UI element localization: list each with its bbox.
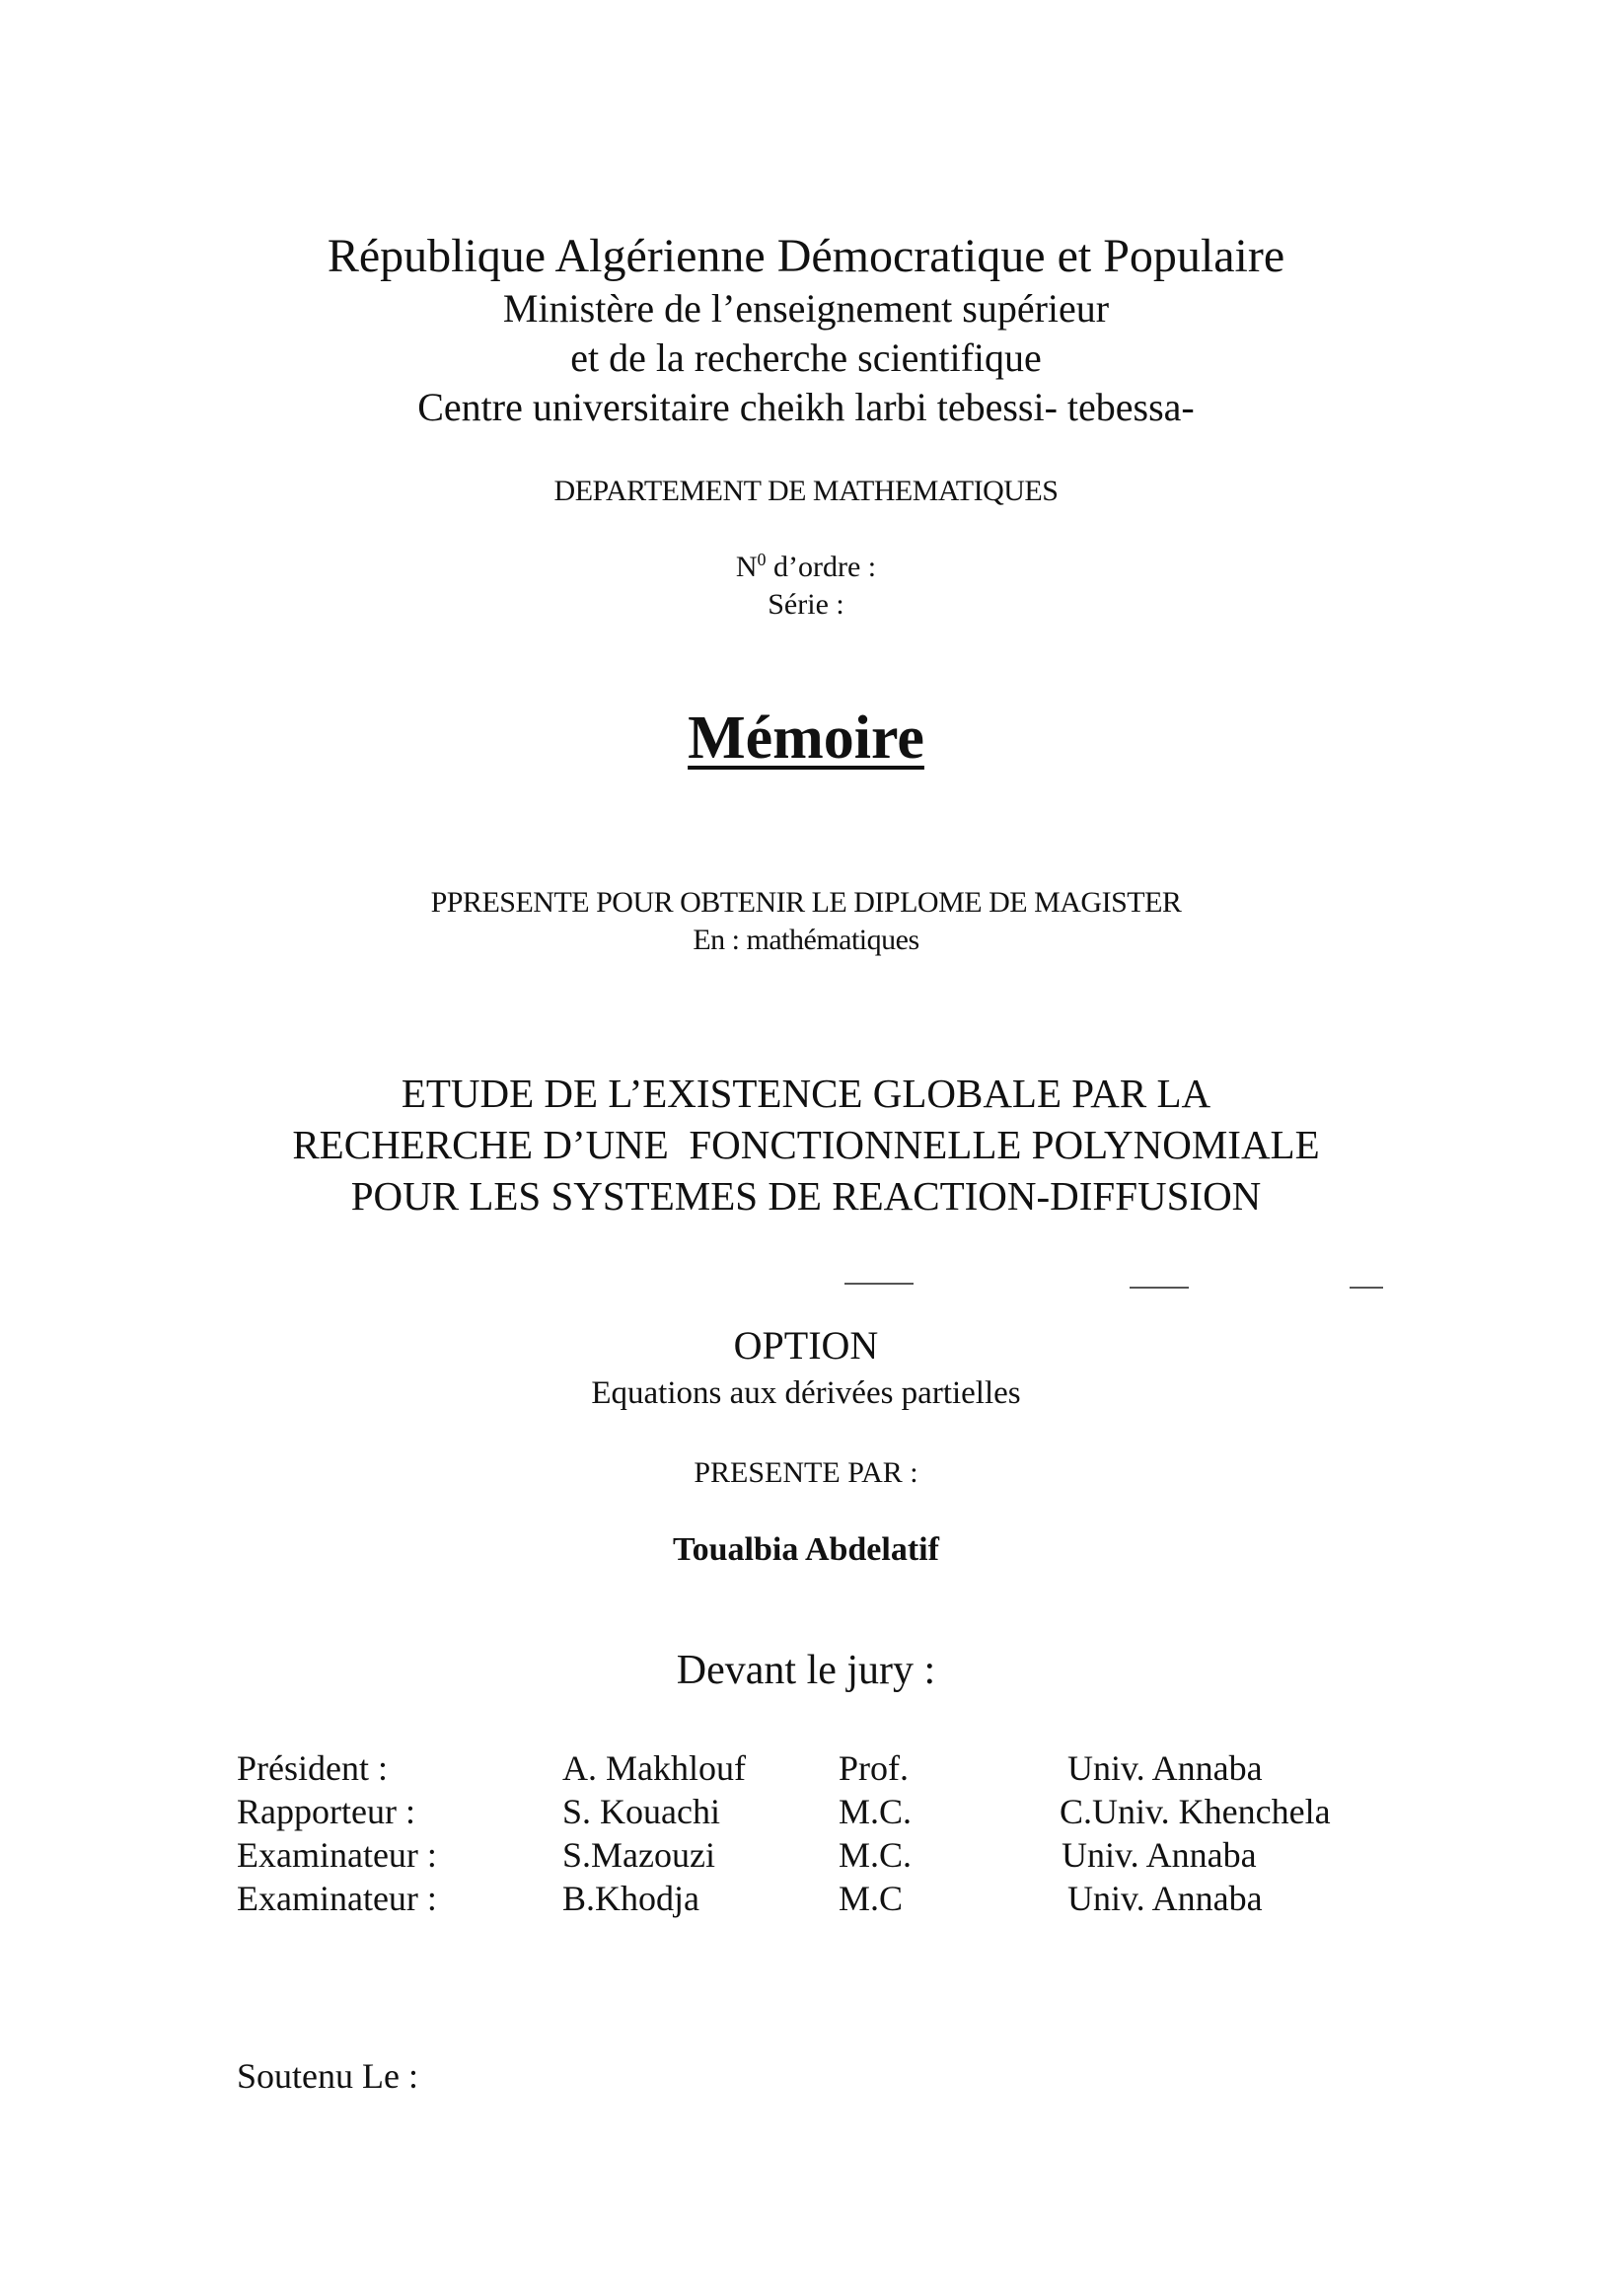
jury-grade: Prof. — [839, 1748, 909, 1788]
presented-by-label: PRESENTE PAR : — [694, 1456, 918, 1489]
option-value-block — [0, 1373, 1612, 1413]
author-name: Toualbia Abdelatif — [673, 1531, 939, 1568]
author-block — [0, 1529, 1612, 1571]
presented-by-label-block — [0, 1454, 1612, 1492]
diploma-block — [0, 884, 1612, 959]
numero-sup: 0 — [757, 550, 767, 569]
jury-row — [237, 1833, 1442, 1877]
option-label: OPTION — [733, 1323, 879, 1368]
serie-label: Série : — [768, 588, 844, 621]
thesis-title-line-1: ETUDE DE L’EXISTENCE GLOBALE PAR LA — [401, 1071, 1211, 1116]
ordre-block — [0, 541, 1612, 624]
jury-grade: M.C — [839, 1879, 904, 1918]
jury-row — [237, 1746, 1442, 1790]
republic-heading — [0, 229, 1612, 284]
republic-name: République Algérienne Démocratique et Populaire — [327, 230, 1285, 282]
diploma-line-2: En : mathématiques — [693, 924, 919, 956]
jury-row — [237, 1877, 1442, 1920]
scan-artifact — [1130, 1287, 1189, 1289]
jury-row — [237, 1790, 1442, 1833]
jury-university: C.Univ. Khenchela — [1060, 1792, 1331, 1831]
numero-ordre — [0, 541, 1612, 586]
numero-prefix: N — [735, 551, 758, 583]
ministry-line-1: Ministère de l’enseignement supérieur — [502, 286, 1110, 331]
jury-role: Rapporteur : — [237, 1792, 415, 1831]
ministry-block — [0, 284, 1612, 432]
jury-role: Président : — [237, 1748, 388, 1788]
thesis-title — [0, 1068, 1612, 1222]
defense-date-label: Soutenu Le : — [237, 2056, 418, 2096]
jury-name: S.Mazouzi — [562, 1835, 715, 1875]
jury-grade: M.C. — [839, 1835, 913, 1875]
jury-university: Univ. Annaba — [1067, 1879, 1263, 1918]
option-value: Equations aux dérivées partielles — [591, 1375, 1021, 1411]
jury-university: Univ. Annaba — [1062, 1835, 1257, 1875]
jury-title: Devant le jury : — [676, 1648, 936, 1693]
jury-name: S. Kouachi — [562, 1792, 720, 1831]
department-name: DEPARTEMENT DE MATHEMATIQUES — [553, 475, 1059, 507]
diploma-line-1: PPRESENTE POUR OBTENIR LE DIPLOME DE MAGISTER — [430, 886, 1182, 919]
scan-artifact — [1350, 1287, 1383, 1289]
department-heading — [0, 474, 1612, 509]
jury-role: Examinateur : — [237, 1835, 437, 1875]
jury-grade: M.C. — [839, 1792, 913, 1831]
jury-name: A. Makhlouf — [562, 1748, 746, 1788]
thesis-title-line-3: POUR LES SYSTEMES DE REACTION-DIFFUSION — [350, 1173, 1262, 1219]
numero-label: d’ordre : — [766, 551, 877, 583]
institution-name: Centre universitaire cheikh larbi tebessi- tebessa- — [417, 385, 1195, 429]
scan-artifact — [844, 1283, 914, 1285]
thesis-title-line-2: RECHERCHE D’UNE FONCTIONNELLE POLYNOMIALE — [292, 1122, 1320, 1167]
jury-role: Examinateur : — [237, 1879, 437, 1918]
jury-table — [237, 1746, 1442, 1920]
ministry-line-2: et de la recherche scientifique — [570, 335, 1042, 380]
document-type: Mémoire — [688, 704, 924, 772]
document-type-heading — [0, 701, 1612, 776]
jury-name: B.Khodja — [562, 1879, 699, 1918]
jury-heading — [0, 1646, 1612, 1695]
option-heading — [0, 1322, 1612, 1370]
jury-university: Univ. Annaba — [1067, 1748, 1263, 1788]
